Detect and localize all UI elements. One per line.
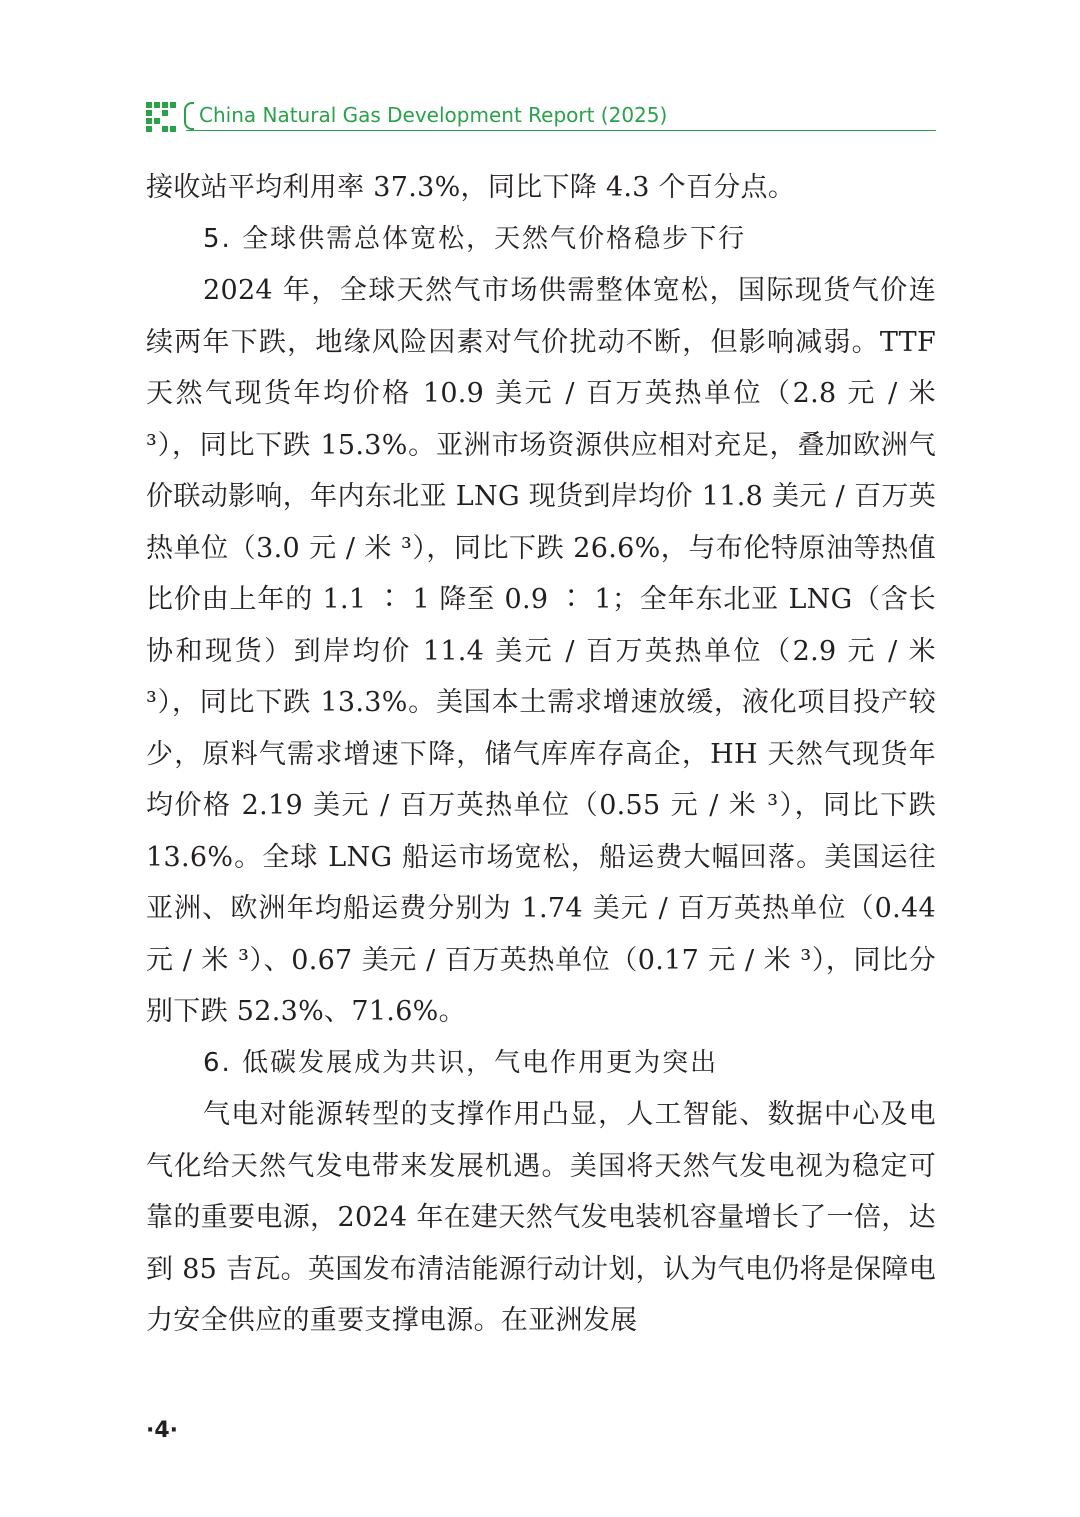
paragraph-1: 接收站平均利用率 37.3%，同比下降 4.3 个百分点。: [146, 172, 796, 203]
header-rule: [186, 130, 936, 131]
paragraph-2: 2024 年，全球天然气市场供需整体宽松，国际现货气价连续两年下跌，地缘风险因素对气价扰动不断，但影响减弱。TTF 天然气现货年均价格 10.9 美元 / 百万英热单位（2.8 元 / 米 ³），同比下跌 15.3%。亚洲市场资源供应相对充足，叠加欧洲气价联动影响，年内东北亚 LNG 现货到岸均价 11.8 美元 / 百万英热单位（3.0 元 / 米 ³），同比下跌 26.6%，与布伦特原油等热值比价由上年的 1.1 ∶ 1 降至 0.9 ∶ 1；全年东北亚 LNG（含长协和现货）到岸均价 11.4 美元 / 百万英热单位（2.9 元 / 米 ³），同比下跌 13.3%。美国本土需求增速放缓，液化项目投产较少，原料气需求增速下降，储气库库存高企，HH 天然气现货年均价格 2.19 美元 / 百万英热单位（0.55 元 / 米 ³），同比下跌 13.6%。全球 LNG 船运市场宽松，船运费大幅回落。美国运往亚洲、欧洲年均船运费分别为 1.74 美元 / 百万英热单位（0.44 元 / 米 ³）、0.67 美元 / 百万英热单位（0.17 元 / 米 ³），同比分别下跌 52.3%、71.6%。: [146, 275, 936, 1027]
green-square-grid-logo-icon: [146, 102, 176, 132]
header-bracket: [184, 102, 194, 130]
section-heading-5: 5. 全球供需总体宽松，天然气价格稳步下行: [203, 223, 747, 254]
paragraph-3: 气电对能源转型的支撑作用凸显，人工智能、数据中心及电气化给天然气发电带来发展机遇。美国将天然气发电视为稳定可靠的重要电源，2024 年在建天然气发电装机容量增长了一倍，达到 85 吉瓦。英国发布清洁能源行动计划，认为气电仍将是保障电力安全供应的重要支撑电源。在亚洲发展: [146, 1099, 936, 1336]
page-number: ·4·: [146, 1418, 179, 1443]
page-body: [146, 162, 936, 1347]
header-title: China Natural Gas Development Report (2025): [199, 103, 668, 127]
section-heading-6: 6. 低碳发展成为共识，气电作用更为突出: [203, 1047, 719, 1078]
running-header: [146, 100, 936, 134]
